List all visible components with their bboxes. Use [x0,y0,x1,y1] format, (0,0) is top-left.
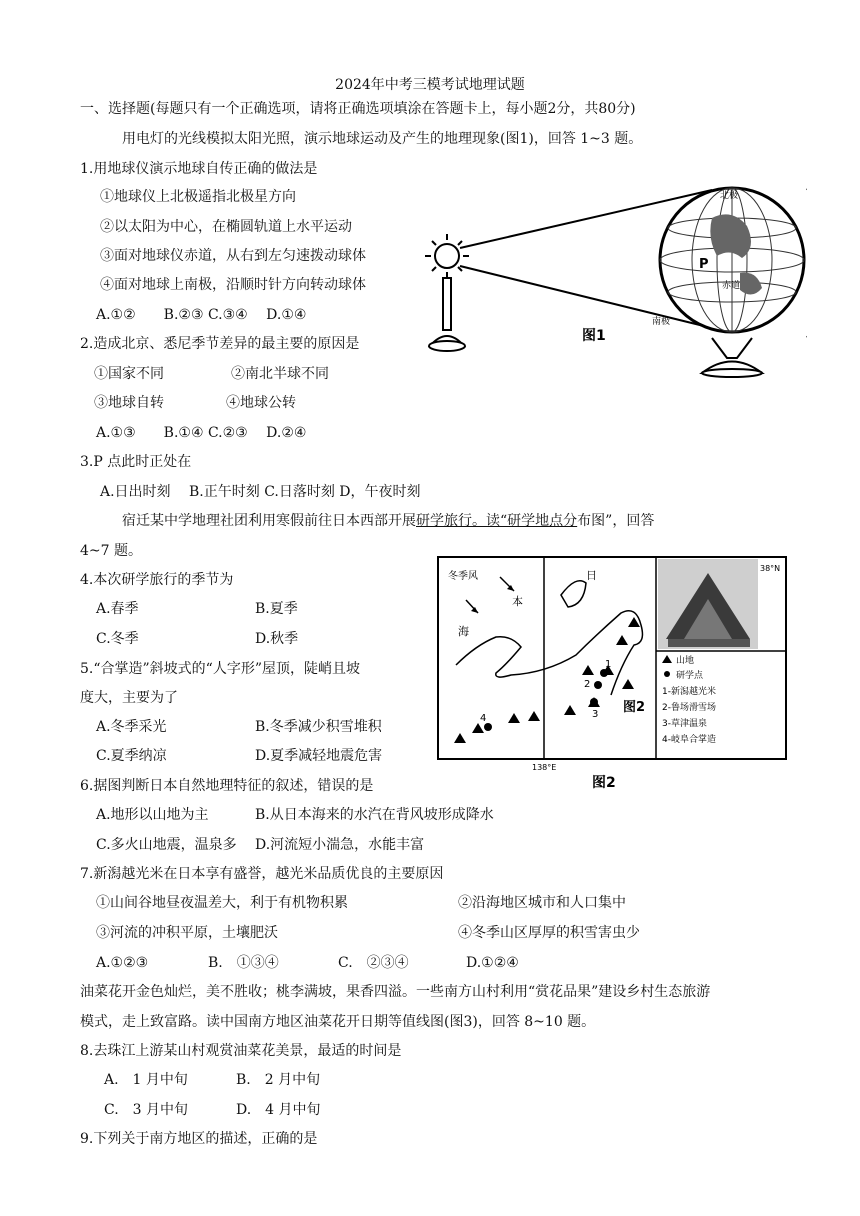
legend-item: 2-鲁场滑雪场 [662,703,716,713]
q8-option: C. 3 月中旬 [104,1102,189,1118]
q1-item: ④面对地球上南极，沿顺时针方向转动球体 [100,277,366,293]
study-point-3 [590,698,598,706]
point-label-1: 1 [605,659,612,670]
study-point-1 [600,669,608,677]
latitude-label: 38°N [760,564,781,573]
legend-item: 山地 [676,656,695,666]
fig1-p-label: P [699,257,709,272]
point-label-3: 3 [592,709,599,720]
legend-item: 1-新潟越光米 [662,687,716,697]
q8-option: A. 1 月中旬 [104,1072,188,1088]
q7-option: A.①②③ [96,955,149,971]
q7-item: ①山间谷地昼夜温差大，利于有机物积累 [96,895,348,911]
intro-1: 用电灯的光线模拟太阳光照，演示地球运动及产生的地理现象(图1)，回答 1~3 题。 [122,131,643,147]
q5-stem-cont: 度大，主要为了 [80,690,178,706]
q5-option: D.夏季减轻地震危害 [255,748,383,764]
intro-2-part: 宿迁某中学地理社团利用寒假前往日本西部开展 [122,513,416,529]
fig1-north-label: 北极 [720,191,739,201]
q4-option: C.冬季 [96,631,139,647]
q2-item: ②南北半球不同 [231,366,329,382]
q7-item: ②沿海地区城市和人口集中 [458,895,626,911]
figure-2 [436,555,788,791]
q6-option: D.河流短小湍急，水能丰富 [255,837,425,853]
q8-option: D. 4 月中旬 [236,1102,321,1118]
page-title: 2024年中考三模考试地理试题 [335,77,525,93]
intro-3: 油菜花开金色灿烂，美不胜收；桃李满坡，果香四溢。一些南方山村利用“赏花品果”建设乡村生态旅游 [80,984,711,1000]
legend-item: 研学点 [676,671,704,681]
q7-option: D.①②④ [466,955,519,971]
q2-item: ③地球自转 [94,395,164,411]
fig2-caption: 图2 [592,775,616,791]
intro-3-cont: 模式，走上致富路。读中国南方地区油菜花开日期等值线图(图3)，回答 8~10 题。 [80,1014,596,1030]
q4-option: B.夏季 [255,601,298,617]
q3-stem: 3.P 点此时正处在 [80,454,192,470]
q1-item: ③面对地球仪赤道，从右到左匀速拨动球体 [100,248,366,264]
q6-stem: 6.据图判断日本自然地理特征的叙述，错误的是 [80,778,374,794]
intro-2 [122,512,654,530]
q7-option: B. ①③④ [208,955,279,971]
section-heading: 一、选择题(每题只有一个正确选项，请将正确选项填涂在答题卡上，每小题2分，共80分) [80,101,636,117]
q8-option: B. 2 月中旬 [236,1072,321,1088]
q1-options: A.①② B.②③ C.③④ D.①④ [96,307,307,323]
point-label-2: 2 [584,679,591,690]
q7-item: ④冬季山区厚厚的积雪害虫少 [458,925,640,941]
q7-option: C. ②③④ [338,955,409,971]
figure-1 [412,178,807,378]
q2-options: A.①③ B.①④ C.②③ D.②④ [96,425,307,441]
q6-option: B.从日本海来的水汽在背风坡形成降水 [255,807,494,823]
q5-option: A.冬季采光 [96,719,167,735]
fig2-inner-caption: 图2 [623,700,646,715]
intro-2-underlined: 研学旅行。读“研学地点分 [416,513,578,529]
intro-2-part: 布图”，回答 [577,513,655,529]
q8-stem: 8.去珠江上游某山村观赏油菜花美景，最适的时间是 [80,1043,402,1059]
q6-option: C.多火山地震，温泉多 [96,837,237,853]
q2-stem: 2.造成北京、悉尼季节差异的最主要的原因是 [80,336,360,352]
q2-item: ①国家不同 [94,366,164,382]
q2-item: ④地球公转 [226,395,296,411]
q5-option: B.冬季减少积雪堆积 [255,719,382,735]
q4-option: A.春季 [96,601,139,617]
q5-option: C.夏季纳凉 [96,748,167,764]
longitude-label: 138°E [532,763,557,772]
study-point-4 [484,723,492,731]
q5-stem: 5.“合掌造”斜坡式的“人字形”屋顶，陡峭且坡 [80,661,360,677]
study-point-2 [594,681,602,689]
gassho-house-image [658,559,758,649]
q9-stem: 9.下列关于南方地区的描述，正确的是 [80,1131,318,1147]
legend-item: 3-草津温泉 [662,719,707,729]
q6-option: A.地形以山地为主 [96,807,209,823]
q4-option: D.秋季 [255,631,299,647]
fig1-equator-label: 赤道 [722,281,741,291]
legend-item: 4-岐阜合掌造 [662,735,716,745]
q4-stem: 4.本次研学旅行的季节为 [80,572,234,588]
sun-lamp-icon [425,234,469,351]
monsoon-label: 冬季风 [448,571,478,582]
fig1-caption: 图1 [582,328,606,344]
point-label-4: 4 [480,713,487,724]
q7-item: ③河流的冲积平原，土壤肥沃 [96,925,278,941]
q1-item: ①地球仪上北极遥指北极星方向 [100,189,296,205]
sea-label: 海 [458,625,469,638]
q1-item: ②以太阳为中心，在椭圆轨道上水平运动 [100,219,352,235]
q1-stem: 1.用地球仪演示地球自传正确的做法是 [80,161,318,177]
sea-label: 本 [512,595,523,608]
q7-stem: 7.新潟越光米在日本享有盛誉，越光米品质优良的主要原因 [80,866,444,882]
sea-label: 日 [586,569,597,582]
q3-options: A.日出时刻 B.正午时刻 C.日落时刻 D，午夜时刻 [100,484,421,500]
fig1-south-label: 南极 [652,317,671,327]
intro-2-cont: 4~7 题。 [80,543,142,559]
